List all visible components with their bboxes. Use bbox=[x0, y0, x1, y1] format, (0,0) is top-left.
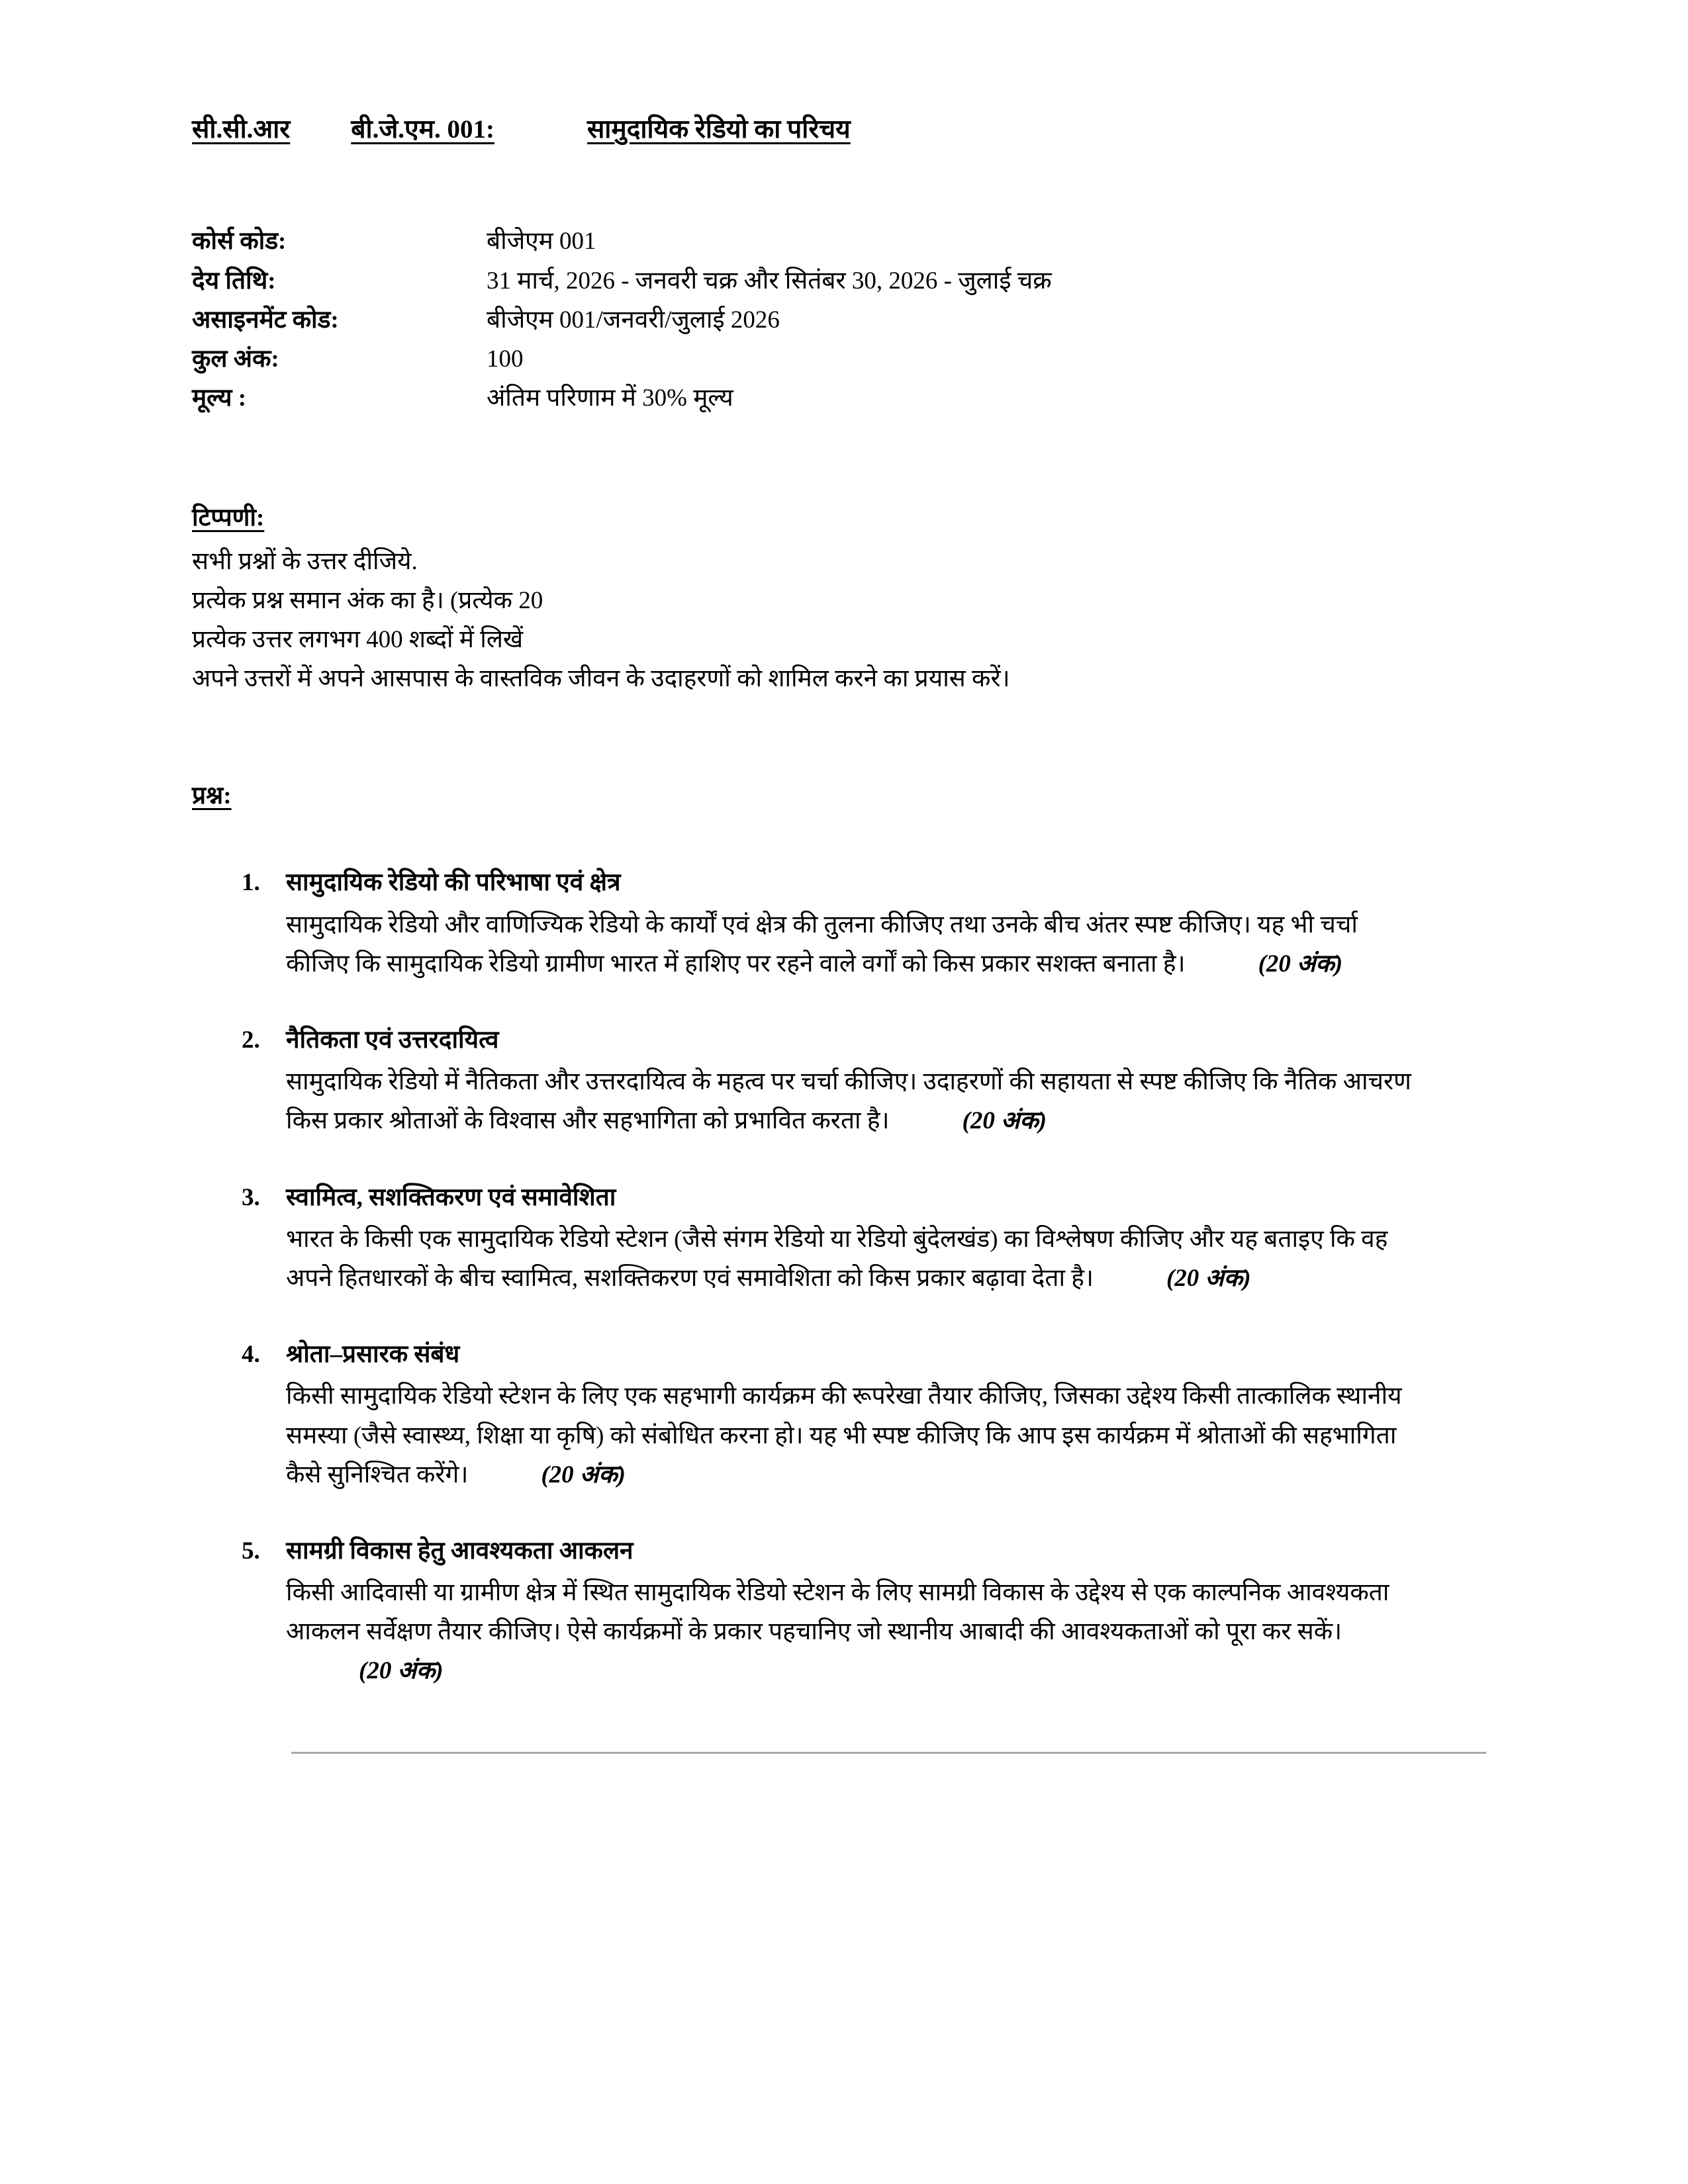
meta-row bbox=[192, 340, 1470, 379]
question-title: सामग्री विकास हेतु आवश्यकता आकलन bbox=[286, 1537, 633, 1565]
meta-block bbox=[192, 222, 1470, 418]
meta-label: असाइनमेंट कोड: bbox=[192, 306, 339, 334]
meta-label: कोर्स कोड: bbox=[192, 228, 287, 255]
question-number: 2. bbox=[242, 1026, 260, 1054]
meta-row bbox=[192, 379, 1470, 418]
footer-divider bbox=[291, 1752, 1486, 1754]
question-body bbox=[286, 1220, 1426, 1298]
meta-value: 100 bbox=[487, 345, 524, 373]
questions-heading: प्रश्न: bbox=[192, 782, 232, 810]
question-marks: (20 अंक) bbox=[541, 1461, 626, 1488]
question-number: 4. bbox=[242, 1341, 260, 1369]
question-title: स्वामित्व, सशक्तिकरण एवं समावेशिता bbox=[286, 1183, 616, 1211]
note-line: सभी प्रश्नों के उत्तर दीजिये. bbox=[192, 547, 418, 575]
question-text: सामुदायिक रेडियो में नैतिकता और उत्तरदायित्व के महत्व पर चर्चा कीजिए। उदाहरणों की सहायता से स्पष्ट कीजिए कि नैतिक आचरण किस प्रकार श्रोताओं के विश्वास और सहभागिता को प्रभावित करता है। bbox=[286, 1068, 1411, 1135]
meta-value: अंतिम परिणाम में 30% मूल्य bbox=[487, 385, 733, 412]
question-marks: (20 अंक) bbox=[1258, 950, 1343, 978]
header-title: सामुदायिक रेडियो का परिचय bbox=[586, 115, 851, 144]
question-text: किसी आदिवासी या ग्रामीण क्षेत्र में स्थित सामुदायिक रेडियो स्टेशन के लिए सामग्री विकास के उद्देश्य से एक काल्पनिक आवश्यकता आकलन सर्वेक्षण तैयार कीजिए। ऐसे कार्यक्रमों के प्रकार पहचानिए जो स्थानीय आबादी की आवश्यकताओं को पूरा कर सकें। bbox=[286, 1579, 1389, 1646]
question-body bbox=[286, 1377, 1426, 1494]
notes-section bbox=[192, 498, 1470, 698]
question-body bbox=[286, 905, 1426, 983]
question-text: किसी सामुदायिक रेडियो स्टेशन के लिए एक सहभागी कार्यक्रम की रूपरेखा तैयार कीजिए, जिसका उद्देश्य किसी तात्कालिक स्थानीय समस्या (जैसे स्वास्थ्य, शिक्षा या कृषि) को संबोधित करना हो। यह भी स्पष्ट कीजिए कि आप इस कार्यक्रम में श्रोताओं की सहभागिता कैसे सुनिश्चित करेंगे। bbox=[286, 1383, 1402, 1488]
question-text: भारत के किसी एक सामुदायिक रेडियो स्टेशन (जैसे संगम रेडियो या रेडियो बुंदेलखंड) का विश्लेषण कीजिए और यह बताइए कि वह अपने हितधारकों के बीच स्वामित्व, सशक्तिकरण एवं समावेशिता को किस प्रकार बढ़ावा देता है। bbox=[286, 1225, 1388, 1292]
question-number: 3. bbox=[242, 1183, 260, 1211]
note-line: प्रत्येक प्रश्न समान अंक का है। (प्रत्येक 20 bbox=[192, 586, 543, 614]
question-number: 5. bbox=[242, 1537, 260, 1565]
question-marks: (20 अंक) bbox=[962, 1107, 1047, 1135]
meta-row bbox=[192, 261, 1470, 300]
meta-label: कुल अंक: bbox=[192, 345, 279, 373]
meta-value: 31 मार्च, 2026 - जनवरी चक्र और सितंबर 30, 2026 - जुलाई चक्र bbox=[487, 267, 1052, 295]
question-body bbox=[286, 1573, 1426, 1691]
header-course-code: बी.जे.एम. 001: bbox=[351, 115, 494, 144]
question-text: सामुदायिक रेडियो और वाणिज्यिक रेडियो के कार्यों एवं क्षेत्र की तुलना कीजिए तथा उनके बीच अंतर स्पष्ट कीजिए। यह भी चर्चा कीजिए कि सामुदायिक रेडियो ग्रामीण भारत में हाशिए पर रहने वाले वर्गों को किस प्रकार सशक्त बनाता है। bbox=[286, 911, 1358, 978]
meta-row bbox=[192, 300, 1470, 340]
question-item bbox=[192, 1178, 1470, 1298]
note-line: प्रत्येक उत्तर लगभग 400 शब्दों में लिखें bbox=[192, 625, 524, 653]
header bbox=[192, 109, 1470, 150]
question-item bbox=[192, 863, 1470, 983]
meta-label: मूल्य : bbox=[192, 385, 247, 412]
question-marks: (20 अंक) bbox=[1166, 1264, 1251, 1292]
question-body bbox=[286, 1062, 1426, 1140]
question-item bbox=[192, 1335, 1470, 1494]
question-title: श्रोता–प्रसारक संबंध bbox=[286, 1341, 460, 1369]
meta-value: बीजेएम 001/जनवरी/जुलाई 2026 bbox=[487, 306, 780, 334]
questions-list bbox=[192, 863, 1470, 1690]
question-title: सामुदायिक रेडियो की परिभाषा एवं क्षेत्र bbox=[286, 869, 621, 897]
question-marks: (20 अंक) bbox=[359, 1657, 444, 1685]
header-course-abbr: सी.सी.आर bbox=[192, 115, 291, 144]
meta-row bbox=[192, 222, 1470, 261]
note-line: अपने उत्तरों में अपने आसपास के वास्तविक जीवन के उदाहरणों को शामिल करने का प्रयास करें। bbox=[192, 665, 1010, 693]
notes-heading: टिप्पणी: bbox=[192, 504, 265, 532]
meta-label: देय तिथि: bbox=[192, 267, 276, 295]
question-number: 1. bbox=[242, 869, 260, 897]
meta-value: बीजेएम 001 bbox=[487, 228, 596, 255]
question-item bbox=[192, 1021, 1470, 1141]
question-item bbox=[192, 1531, 1470, 1691]
question-title: नैतिकता एवं उत्तरदायित्व bbox=[286, 1026, 499, 1054]
